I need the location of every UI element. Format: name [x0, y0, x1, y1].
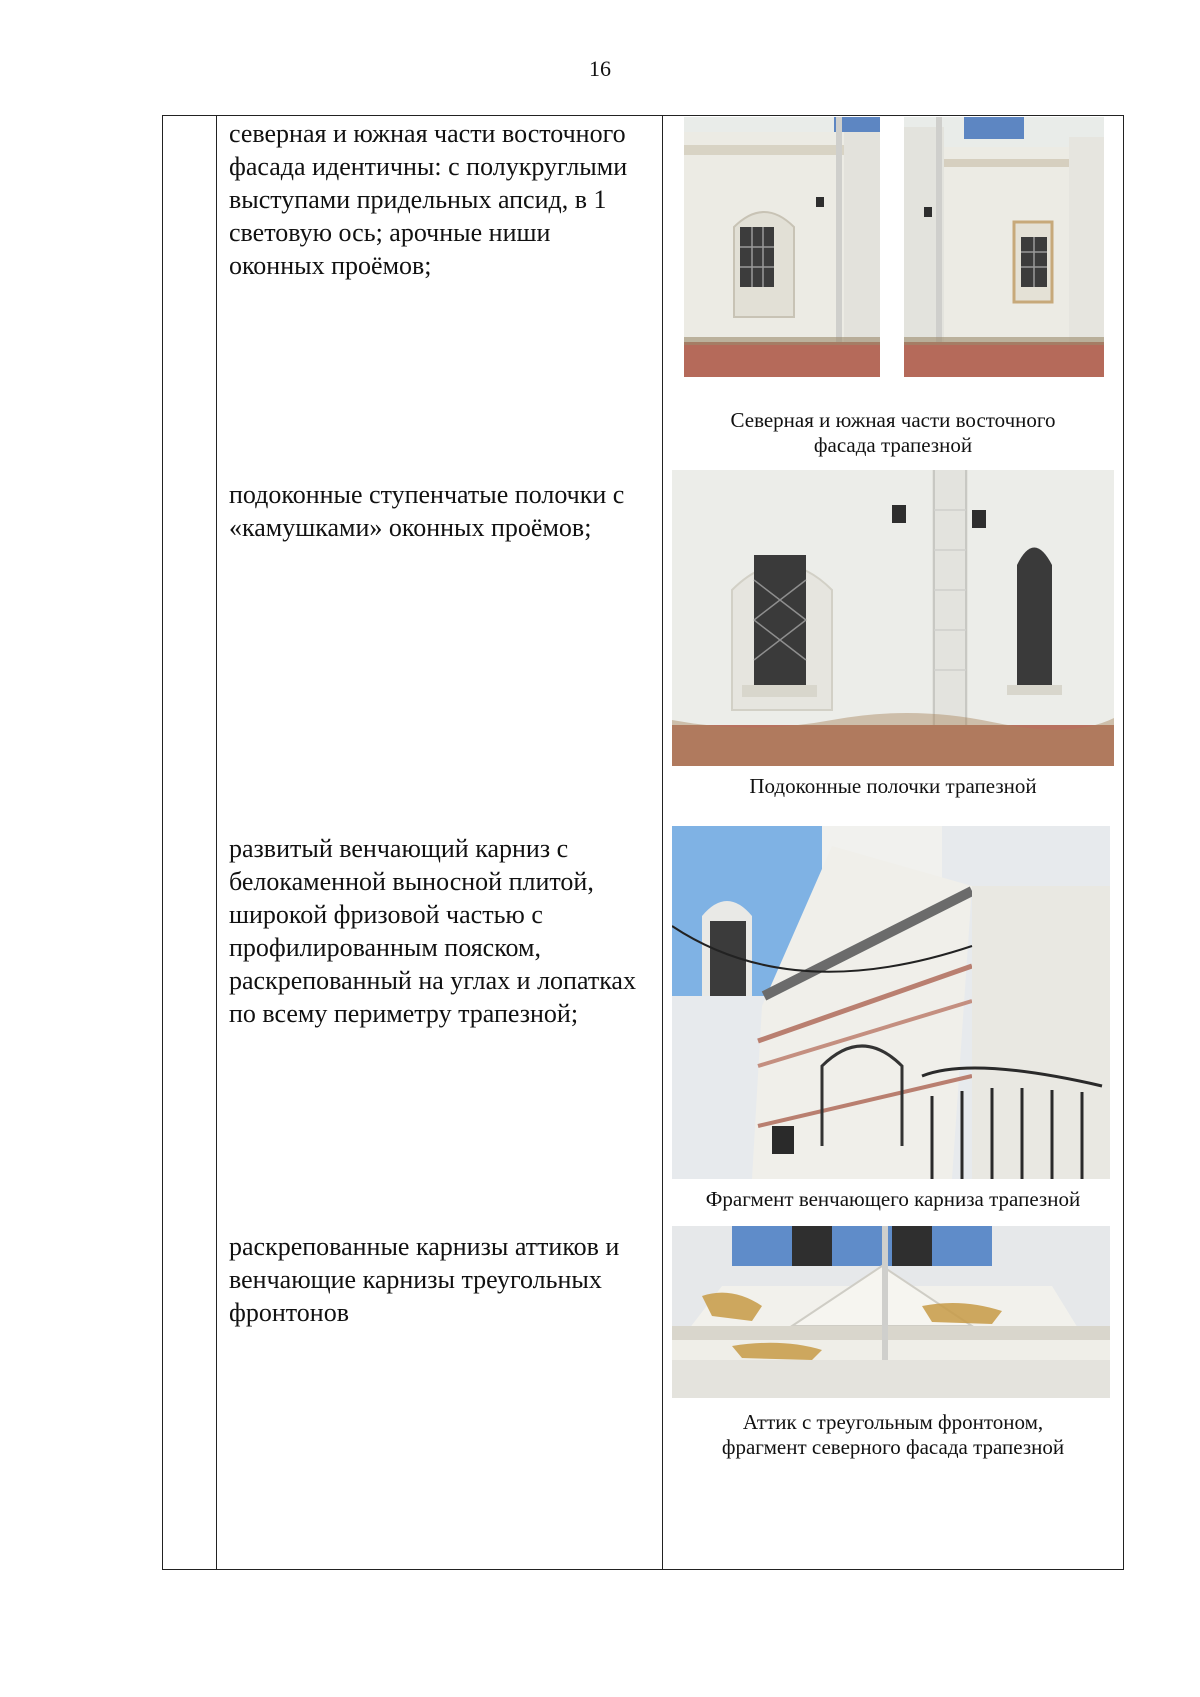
- row-2-description: подоконные ступенчатые полочки с «камушками» оконных проёмов;: [229, 480, 625, 542]
- apse-facade-north-photo-icon: [684, 117, 880, 377]
- photo-crowning-cornice: [672, 826, 1110, 1179]
- table-column-divider-1: [216, 115, 217, 1570]
- row-1-caption: [668, 408, 1118, 458]
- row-4-caption-line-1: Аттик с треугольным фронтоном,: [742, 1410, 1044, 1434]
- photo-apse-north: [684, 117, 880, 377]
- photo-apse-south: [904, 117, 1104, 377]
- apse-facade-south-photo-icon: [904, 117, 1104, 377]
- page-number: 16: [589, 56, 611, 81]
- row-4-caption: [668, 1410, 1118, 1460]
- crowning-cornice-photo-icon: [672, 826, 1110, 1179]
- row-4-description: раскрепованные карнизы аттиков и венчающие карнизы треугольных фронтонов: [229, 1232, 620, 1327]
- photo-attic-pediment: [672, 1226, 1110, 1398]
- row-2-caption-line-1: Подоконные полочки трапезной: [749, 774, 1037, 798]
- row-1-caption-line-1: Северная и южная части восточного: [730, 408, 1056, 432]
- row-1-caption-line-2: фасада трапезной: [813, 433, 973, 457]
- row-4-caption-line-2: фрагмент северного фасада трапезной: [721, 1435, 1065, 1459]
- window-sills-photo-icon: [672, 470, 1114, 766]
- row-2-caption: [668, 774, 1118, 799]
- photo-window-sills: [672, 470, 1114, 766]
- row-3-caption-line-1: Фрагмент венчающего карниза трапезной: [705, 1187, 1081, 1211]
- table-column-divider-2: [662, 115, 663, 1570]
- row-3-description: развитый венчающий карниз с белокаменной выносной плитой, широкой фризовой частью с профилированным пояском, раскрепованный на углах и лопатках по всему периметру трапезной;: [229, 834, 636, 1028]
- attic-pediment-photo-icon: [672, 1226, 1110, 1398]
- row-1-description: северная и южная части восточного фасада идентичны: с полукруглыми выступами придельных апсид, в 1 световую ось; арочные ниши оконных проёмов;: [229, 119, 628, 280]
- row-3-caption: [668, 1187, 1118, 1212]
